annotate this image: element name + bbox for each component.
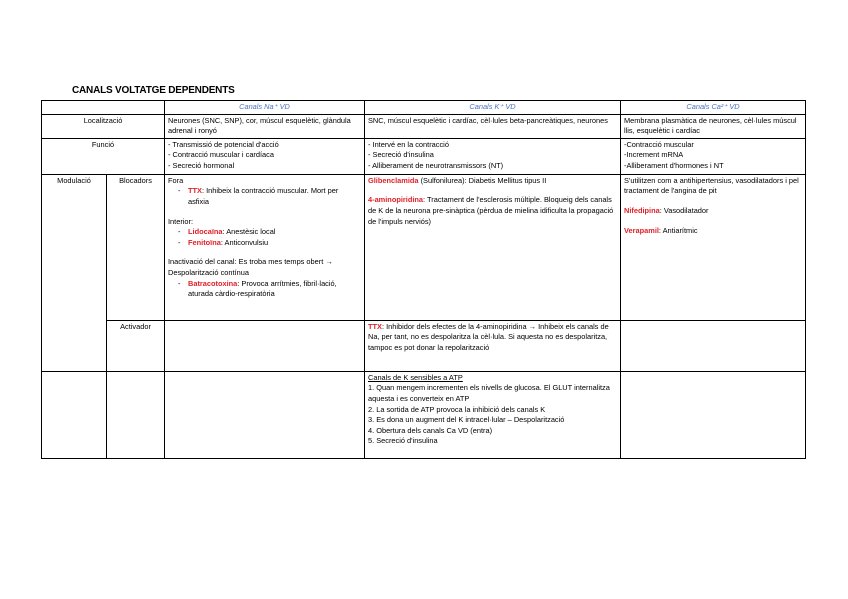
funcio-k-line: - Alliberament de neurotransmissors (NT) [368,160,504,170]
activador-k [365,320,621,371]
row-funcio [42,138,806,174]
label-funcio: Funció [42,138,165,174]
blocadors-na [165,174,365,320]
blocadors-k [365,174,621,320]
gliben-line [368,176,617,187]
atp-step: 2. La sortida de ATP provoca la inhibició dels canals K [368,404,546,414]
atp-step: 3. Es dona un augment del K intracel·lular – Despolarització [368,415,565,425]
label-localitzacio: Localització [42,114,165,138]
amino-name: 4-aminopiridina [368,195,424,205]
corner-cell [42,101,165,115]
gliben-desc: (Sulfonilurea): Diabetis Mellitus tipus II [418,175,547,185]
amino-desc: : Tractament de l'esclerosis múltiple. Bloqueig dels canals de K de la neurona pre-sinàptica (pèrdua de mielina idificulta la propagació de l'impuls nerviós) [368,195,614,226]
lido-desc: : Anestèsic local [222,227,276,237]
feni-item: - Fenitoïna: Anticonvulsiu [178,237,269,247]
header-k: Canals K⁺ VD [365,101,621,115]
interior-label: Interior: [168,216,194,226]
funcio-ca-line: -Contracció muscular [624,139,694,149]
funcio-na-line: - Secreció hormonal [168,160,235,170]
ttx-item: - TTX: Inhibeix la contracció muscular. Mort per asfixia [178,186,339,206]
funcio-na [165,138,365,174]
ttx-act-name: TTX [368,321,382,331]
feni-name: Fenitoïna [188,237,221,247]
funcio-ca [621,138,806,174]
nife-line [624,206,802,217]
label-blocadors: Blocadors [107,174,165,320]
ttx-act-desc: : Inhibidor dels efectes de la 4-aminopiridina → Inhibeix els canals de Na, per tant, no es despolaritza la cèl·lula. Si aquesta no es despolaritza, tampoc es pot donar la repolarització [368,321,609,352]
nife-desc: : Vasodilatador [659,205,709,215]
funcio-ca-line: -Increment mRNA [624,150,684,160]
header-na: Canals Na⁺ VD [165,101,365,115]
atp-step: 5. Secreció d'insulina [368,436,438,446]
label-modulacio: Modulació [42,174,107,371]
batra-name: Batracotoxina [188,278,238,288]
gliben-name: Glibenclamida [368,175,419,185]
nife-name: Nifedipina [624,205,660,215]
atp-step: 4. Obertura dels canals Ca VD (entra) [368,425,493,435]
row-activador [42,320,806,371]
funcio-ca-line: -Alliberament d'hormones i NT [624,160,724,170]
inact-text: Inactivació del canal: Es troba mes temps obert → Despolarització contínua [168,257,333,277]
ttx-desc: : Inhibeix la contracció muscular. Mort per asfixia [188,186,339,206]
funcio-na-line: - Transmissió de potencial d'acció [168,139,279,149]
funcio-na-line: - Contracció muscular i cardíaca [168,150,274,160]
lido-item: - Lidocaïna: Anestèsic local [178,227,276,237]
activador-na [165,320,365,371]
loc-k: SNC, múscul esquelètic i cardíac, cèl·lules beta-pancreàtiques, neurones [365,114,621,138]
atp-empty-4 [621,371,806,458]
ca-intro: S'utilitzen com a antihipertensius, vasodilatadors i pel tractament de l'angina de pit [624,175,799,196]
atp-empty-3 [165,371,365,458]
atp-empty-2 [107,371,165,458]
label-activador: Activador [107,320,165,371]
header-row [42,101,806,115]
fora-label: Fora [168,175,184,185]
row-blocadors [42,174,806,320]
feni-desc: : Anticonvulsiu [220,237,269,247]
atp-step: 1. Quan mengem incrementen els nivells de glucosa. El GLUT internalitza aquesta i es converteix en ATP [368,383,610,403]
funcio-k-line: - Secreció d'insulina [368,150,434,160]
loc-na: Neurones (SNC, SNP), cor, múscul esquelètic, glàndula adrenal i ronyó [165,114,365,138]
header-ca: Canals Ca²⁺ VD [621,101,806,115]
loc-ca: Membrana plasmàtica de neurones, cèl·lules múscul llis, esquelètic i cardíac [621,114,806,138]
vera-name: Verapamil [624,225,659,235]
batra-item: - Batracotoxina: Provoca arrítmies, fibril·lació, aturada càrdio-respiratòria [178,278,337,299]
vera-line [624,226,802,237]
atp-heading: Canals de K sensibles a ATP [368,372,463,382]
batra-desc: : Provoca arrítmies, fibril·lació, aturada càrdio-respiratòria [188,278,337,299]
document-title: CANALS VOLTATGE DEPENDENTS [72,85,235,96]
row-localitzacio [42,114,806,138]
amino-line [368,195,617,227]
blocadors-ca [621,174,806,320]
vera-desc: : Antiarítmic [658,225,698,235]
lido-name: Lidocaïna [188,227,223,237]
funcio-k-line: - Intervé en la contracció [368,139,449,149]
funcio-k [365,138,621,174]
atp-empty-1 [42,371,107,458]
ttx-name: TTX [188,186,202,196]
row-atp [42,371,806,458]
activador-ca [621,320,806,371]
atp-k [365,371,621,458]
channels-table [41,100,806,459]
